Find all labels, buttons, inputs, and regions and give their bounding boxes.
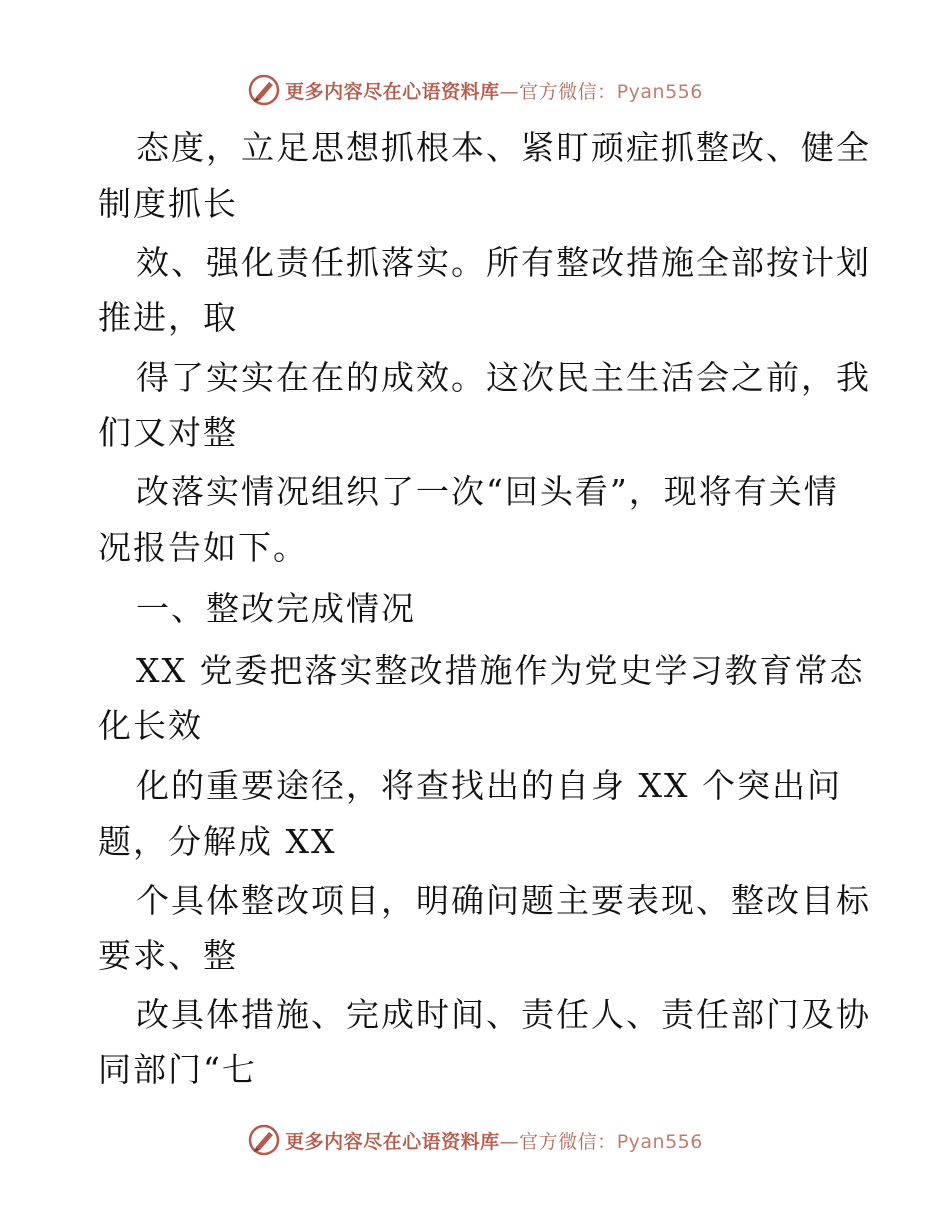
watermark-separator: — [499,1130,520,1153]
text-line: 效、强化责任抓落实。所有整改措施全部按计划 [136,243,871,282]
text-line: 们又对整 [98,413,238,452]
text-line: 况报告如下。 [98,528,308,567]
watermark-banner-bottom [0,1120,950,1160]
watermark-middle: 官方微信： [519,80,617,103]
section-heading: 一、整改完成情况 [136,589,416,628]
watermark-separator: — [499,80,520,103]
text-line: 同部门“七 [98,1050,257,1089]
text-line: 改具体措施、完成时间、责任人、责任部门及协 [136,995,871,1034]
text-line: 态度，立足思想抓根本、紧盯顽症抓整改、健全 [136,128,871,167]
text-line: XX 党委把落实整改措施作为党史学习教育常态 [136,651,865,690]
text-line: 推进，取 [98,298,238,337]
text-line: 化的重要途径，将查找出的自身 XX 个突出问 [136,766,842,805]
watermark-account: Pyan556 [616,80,703,103]
text-line: 改落实情况组织了一次“回头看”，现将有关情 [136,472,839,511]
watermark-prefix: 更多内容尽在心语资料库 [285,1130,500,1153]
watermark-text [285,1127,703,1154]
text-line: 化长效 [98,706,203,745]
watermark-prefix: 更多内容尽在心语资料库 [285,80,500,103]
pen-logo-icon [247,1123,281,1157]
text-line: 得了实实在在的成效。这次民主生活会之前，我 [136,358,871,397]
text-line: 制度抓长 [98,184,238,223]
text-line: 题，分解成 XX [98,822,337,861]
watermark-middle: 官方微信： [519,1130,617,1153]
text-line: 个具体整改项目，明确问题主要表现、整改目标 [136,881,871,920]
text-line: 要求、整 [98,936,238,975]
watermark-account: Pyan556 [616,1130,703,1153]
